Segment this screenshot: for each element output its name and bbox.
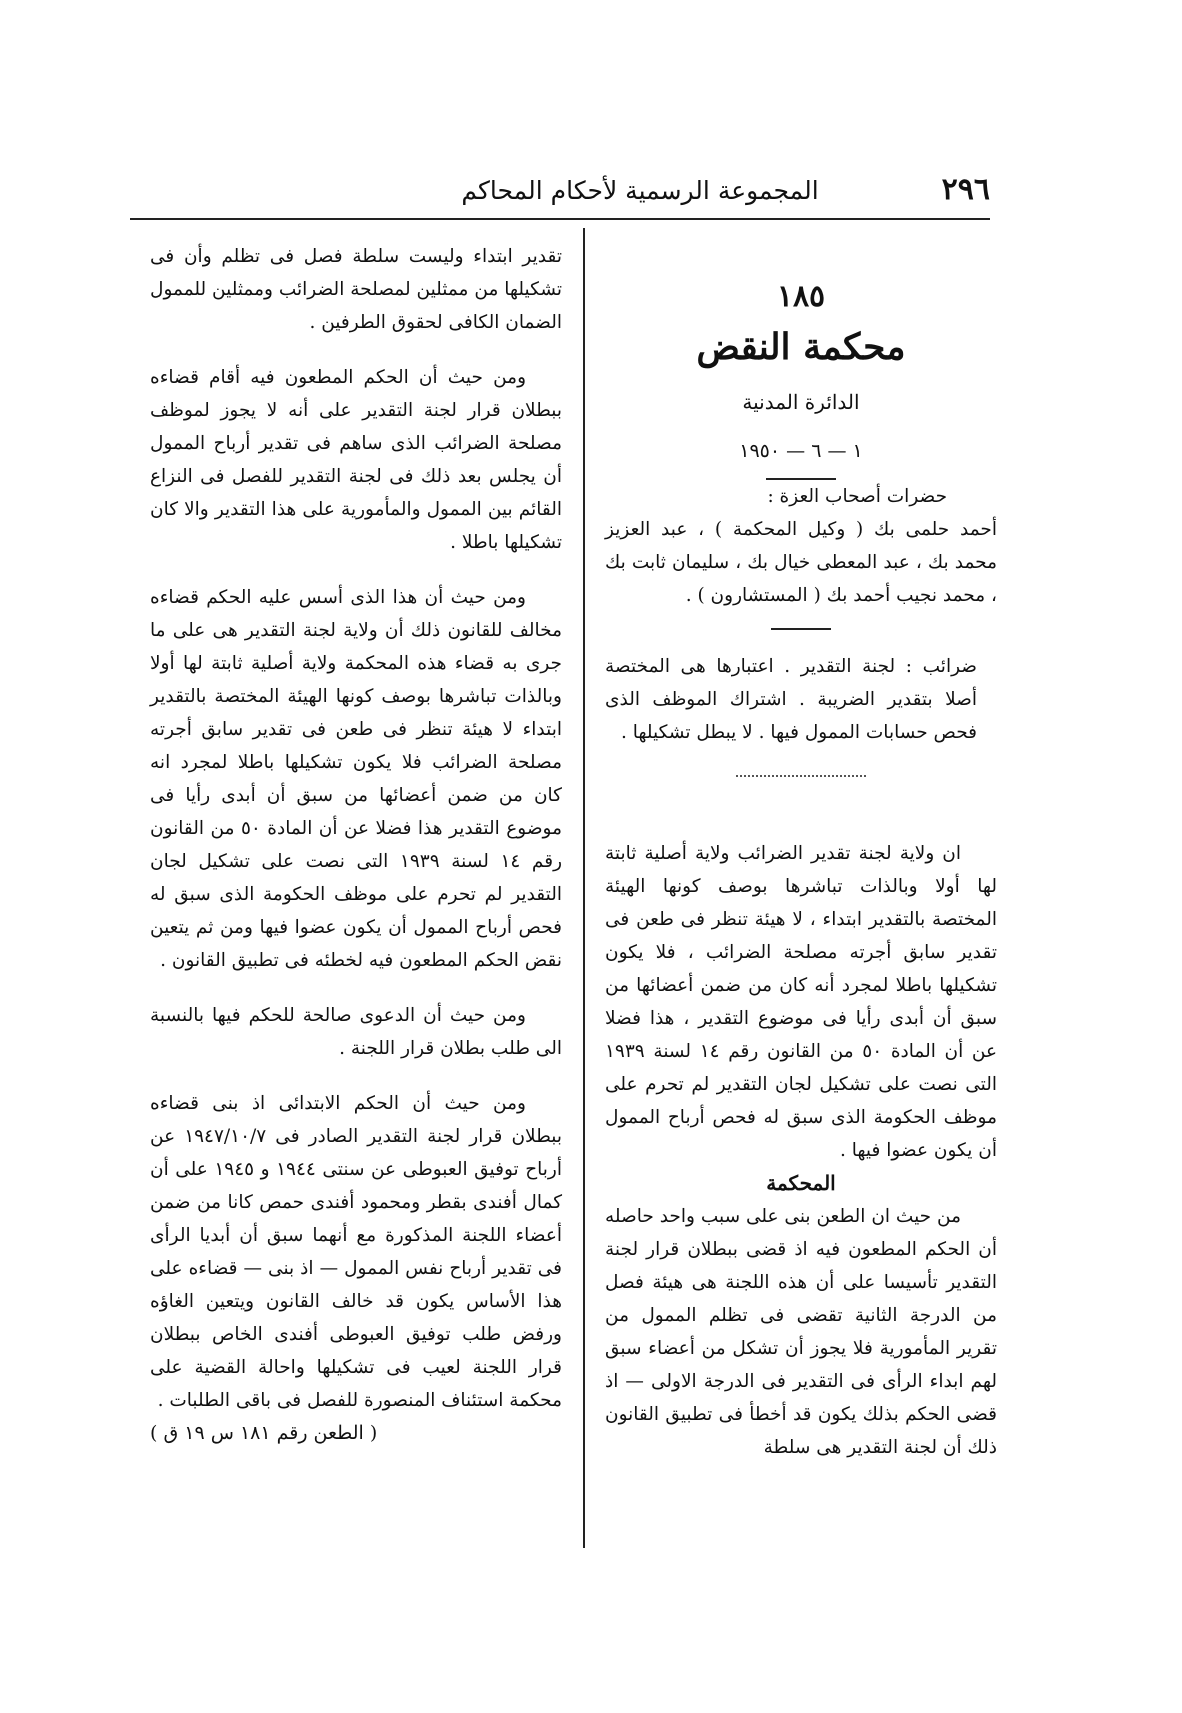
running-title: المجموعة الرسمية لأحكام المحاكم bbox=[461, 176, 819, 205]
body-paragraph: ومن حيث أن هذا الذى أسس عليه الحكم قضاءه مخالف للقانون ذلك أن ولاية لجنة التقدير هى على ما جرى به قضاء هذه المحكمة ولاية أصلية ثابتة لها أولا وبالذات تباشرها بوصف كونها الهيئة المختصة بالتقدير ابتداء لا هيئة تنظر فى طعن فى تقدير سابق أجرته مصلحة الضرائب فلا يكون تشكيلها باطلا لمجرد انه كان من ضمن أعضائها من سبق أن أبدى رأيا فى موضوع التقدير هذا فضلا عن أن المادة ٥٠ من القانون رقم ١٤ لسنة ١٩٣٩ التى نصت على تشكيل لجان التقدير لم تحرم على موظف الحكومة الذى سبق له فحص أرباح الممول أن يكون عضوا فيها ومن ثم يتعين نقض الحكم المطعون فيه لخطئه فى تطبيق القانون . bbox=[150, 587, 562, 971]
right-column bbox=[605, 240, 997, 1464]
case-number: ١٨٥ bbox=[776, 279, 826, 314]
ruling-date: ١ — ٦ — ١٩٥٠ bbox=[739, 440, 863, 462]
court-division: الدائرة المدنية bbox=[742, 390, 860, 414]
legal-principle: ان ولاية لجنة تقدير الضرائب ولاية أصلية ثابتة لها أولا وبالذات تباشرها بوصف كونها الهيئة المختصة بالتقدير ابتداء ، لا هيئة تنظر فى طعن فى تقدير سابق أجرته مصلحة الضرائب ، فلا يكون تشكيلها باطلا لمجرد أنه كان من ضمن أعضائها من سبق أن أبدى رأيا فى موضوع التقدير ، هذا فضلا عن أن المادة ٥٠ من القانون رقم ١٤ لسنة ١٩٣٩ التى نصت على تشكيل لجان التقدير لم تحرم على موظف الحكومة الذى سبق له فحص أرباح الممول أن يكون عضوا فيها . bbox=[605, 843, 997, 1161]
body-paragraph: ومن حيث أن الحكم الابتدائى اذ بنى قضاءه ببطلان قرار لجنة التقدير الصادر فى ١٩٤٧/١٠/٧ عن أرباح توفيق العبوطى عن سنتى ١٩٤٤ و ١٩٤٥ على أن كمال أفندى بقطر ومحمود أفندى حمص كانا من ضمن أعضاء اللجنة المذكورة مع أنهما سبق أن أبديا الرأى فى تقدير أرباح نفس الممول — اذ بنى — قضاءه على هذا الأساس يكون قد خالف القانون ويتعين الغاؤه ورفض طلب توفيق العبوطى أفندى الخاص ببطلان قرار اللجنة لعيب فى تشكيلها واحالة القضية على محكمة استئناف المنصورة للفصل فى باقى الطلبات . bbox=[150, 1093, 562, 1411]
court-heading: المحكمة bbox=[766, 1171, 836, 1195]
reasons-paragraph: من حيث ان الطعن بنى على سبب واحد حاصله أن الحكم المطعون فيه اذ قضى ببطلان قرار لجنة التقدير تأسيسا على أن هذه اللجنة هى هيئة فصل من الدرجة الثانية تقضى فى تظلم الممول من تقرير المأمورية فلا يجوز أن تشكل من أعضاء سبق لهم ابداء الرأى فى التقدير فى الدرجة الاولى — اذ قضى الحكم بذلك يكون قد أخطأ فى تطبيق القانون ذلك أن لجنة التقدير هى سلطة bbox=[605, 1206, 997, 1458]
body-paragraph: ومن حيث أن الحكم المطعون فيه أقام قضاءه ببطلان قرار لجنة التقدير على أنه لا يجوز لموظف مصلحة الضرائب الذى ساهم فى تقدير أرباح الممول أن يجلس بعد ذلك فى لجنة التقدير للفصل فى النزاع القائم بين الممول والمأمورية على هذا التقدير والا كان تشكيلها باطلا . bbox=[150, 367, 562, 553]
judges-list: أحمد حلمى بك ( وكيل المحكمة ) ، عبد العزيز محمد بك ، عبد المعطى خيال بك ، سليمان ثابت بك ، محمد نجيب أحمد بك ( المستشارون ) . bbox=[605, 519, 997, 606]
header-rule bbox=[130, 218, 990, 220]
body-paragraph: ومن حيث أن الدعوى صالحة للحكم فيها بالنسبة الى طلب بطلان قرار اللجنة . bbox=[150, 1005, 562, 1059]
attendance-intro: حضرات أصحاب العزة : bbox=[767, 486, 947, 507]
page-header bbox=[130, 172, 990, 222]
court-name: محكمة النقض bbox=[696, 326, 906, 368]
case-citation: ( الطعن رقم ١٨١ س ١٩ ق ) bbox=[150, 1422, 378, 1444]
case-summary: ضرائب : لجنة التقدير . اعتبارها هى المختصة أصلا بتقدير الضريبة . اشتراك الموظف الذى فحص حسابات الممول فيها . لا يبطل تشكيلها . bbox=[605, 656, 977, 743]
summary-dotted-rule bbox=[736, 775, 866, 777]
left-column bbox=[150, 240, 562, 1450]
page-number: ٢٩٦ bbox=[941, 172, 990, 207]
continuation-paragraph: تقدير ابتداء وليست سلطة فصل فى تظلم وأن فى تشكيلها من ممثلين لمصلحة الضرائب وممثلين للممول الضمان الكافى لحقوق الطرفين . bbox=[150, 246, 562, 333]
judges-rule bbox=[771, 628, 831, 630]
column-divider bbox=[583, 228, 585, 1548]
